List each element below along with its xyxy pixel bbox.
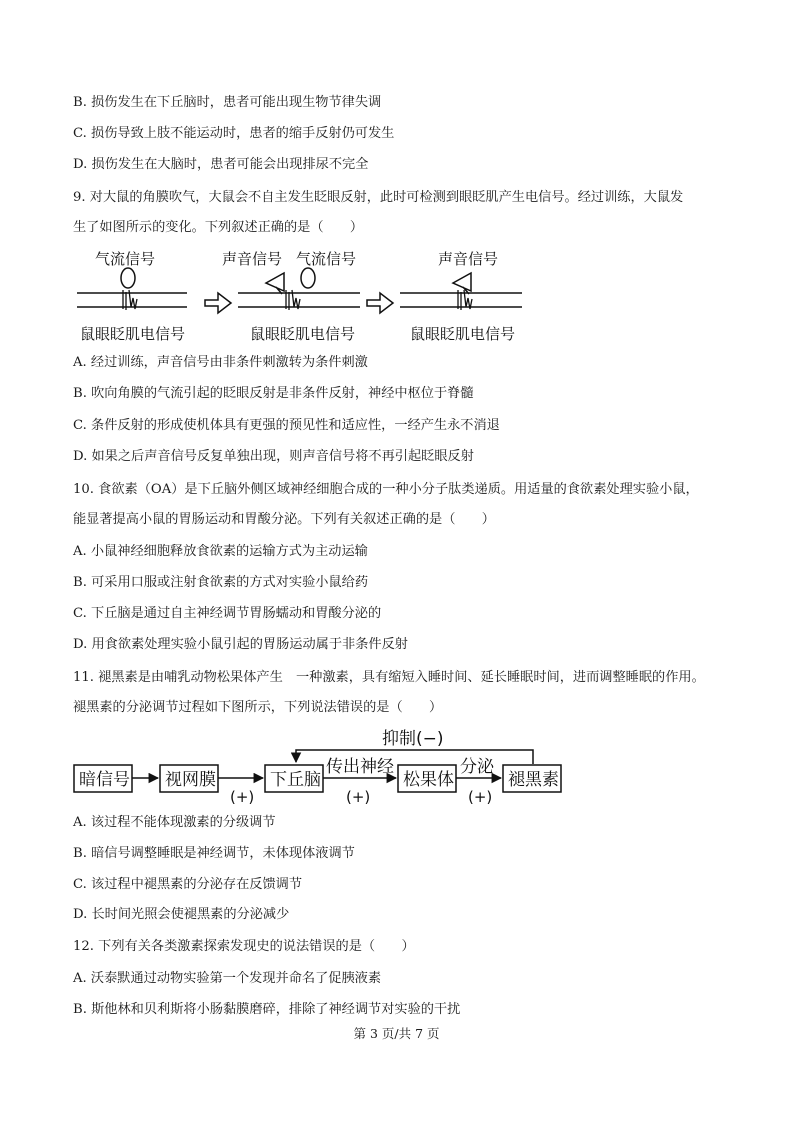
q10-option-a: A. 小鼠神经细胞释放食欲素的运输方式为主动运输	[73, 544, 368, 559]
q10-option-c: C. 下丘脑是通过自主神经调节胃肠蠕动和胃酸分泌的	[73, 606, 382, 621]
q9-panel1-top-label: 气流信号	[95, 250, 156, 268]
q9-option-c: C. 条件反射的形成使机体具有更强的预见性和适应性，一经产生永不消退	[73, 418, 500, 433]
q8-option-c: C. 损伤导致上肢不能运动时，患者的缩手反射仍可发生	[73, 126, 395, 141]
q9-panel2-bottom-label: 鼠眼眨肌电信号	[250, 325, 356, 343]
box-retina: 视网膜	[165, 770, 216, 790]
q11-option-b: B. 暗信号调整睡眠是神经调节，未体现体液调节	[73, 846, 355, 861]
q9-stem-line1: 9. 对大鼠的角膜吹气，大鼠会不自主发生眨眼反射，此时可检测到眼眨肌产生电信号。经过训练，大鼠发	[73, 190, 684, 205]
q9-panel2-sound-label: 声音信号	[222, 250, 283, 268]
box-hypothalamus: 下丘脑	[270, 770, 321, 790]
q9-panel3-top-label: 声音信号	[438, 250, 499, 268]
secrete-label: 分泌	[460, 757, 494, 777]
q11-melatonin-flow-diagram	[70, 724, 570, 809]
q10-stem-line2: 能显著提高小鼠的胃肠运动和胃酸分泌。下列有关叙述正确的是（ ）	[73, 512, 495, 527]
page-footer: 第 3 页/共 7 页	[353, 1026, 440, 1041]
q8-option-b: B. 损伤发生在下丘脑时，患者可能出现生物节律失调	[73, 95, 382, 110]
q9-panel1-bottom-label: 鼠眼眨肌电信号	[80, 325, 186, 343]
q11-stem-line2: 褪黑素的分泌调节过程如下图所示，下列说法错误的是（ ）	[73, 700, 443, 715]
airflow-icon	[301, 268, 315, 288]
q11-option-c: C. 该过程中褪黑素的分泌存在反馈调节	[73, 877, 303, 892]
plus-sign-2: (+)	[346, 788, 371, 806]
q9-panel-1	[77, 250, 187, 343]
q12-option-a: A. 沃泰默通过动物实验第一个发现并命名了促胰液素	[73, 971, 382, 986]
q12-option-b: B. 斯他林和贝利斯将小肠黏膜磨碎，排除了神经调节对实验的干扰	[73, 1002, 461, 1017]
box-dark-signal: 暗信号	[79, 770, 130, 790]
q9-option-d: D. 如果之后声音信号反复单独出现，则声音信号将不再引起眨眼反射	[73, 449, 474, 464]
q8-option-d: D. 损伤发生在大脑时，患者可能会出现排尿不完全	[73, 157, 369, 172]
box-melatonin: 褪黑素	[508, 770, 559, 790]
arrow-right-icon	[205, 293, 231, 313]
q11-option-d: D. 长时间光照会使褪黑素的分泌减少	[73, 907, 290, 922]
q9-panel-2	[222, 250, 360, 343]
arrow-right-icon	[367, 293, 393, 313]
q12-stem: 12. 下列有关各类激素探索发现史的说法错误的是（ ）	[73, 939, 415, 954]
inhibit-label: 抑制(−)	[382, 729, 444, 749]
plus-sign-1: (+)	[230, 788, 255, 806]
bell-sound-icon	[453, 273, 471, 294]
efferent-nerve-label: 传出神经	[326, 757, 394, 777]
q10-option-b: B. 可采用口服或注射食欲素的方式对实验小鼠给药	[73, 575, 369, 590]
q9-panel-3	[400, 250, 522, 343]
box-pineal: 松果体	[403, 770, 454, 790]
q9-option-b: B. 吹向角膜的气流引起的眨眼反射是非条件反射，神经中枢位于脊髓	[73, 386, 474, 401]
q9-panel2-airflow-label: 气流信号	[296, 250, 357, 268]
q10-stem-line1: 10. 食欲素（OA）是下丘脑外侧区域神经细胞合成的一种小分子肽类递质。用适量的食欲素处理实验小鼠，	[73, 482, 699, 497]
q11-stem-line1: 11. 褪黑素是由哺乳动物松果体产生 一种激素，具有缩短入睡时间、延长睡眠时间，进而调整睡眠的作用。	[73, 670, 705, 685]
q9-conditioning-figure	[70, 243, 530, 348]
airflow-icon	[121, 268, 135, 288]
plus-sign-3: (+)	[468, 788, 493, 806]
q9-stem-line2: 生了如图所示的变化。下列叙述正确的是（ ）	[73, 220, 364, 235]
q11-option-a: A. 该过程不能体现激素的分级调节	[73, 815, 276, 830]
q10-option-d: D. 用食欲素处理实验小鼠引起的胃肠运动属于非条件反射	[73, 637, 408, 652]
q9-panel3-bottom-label: 鼠眼眨肌电信号	[410, 325, 516, 343]
bell-sound-icon	[266, 273, 284, 294]
q9-option-a: A. 经过训练，声音信号由非条件刺激转为条件刺激	[73, 355, 368, 370]
